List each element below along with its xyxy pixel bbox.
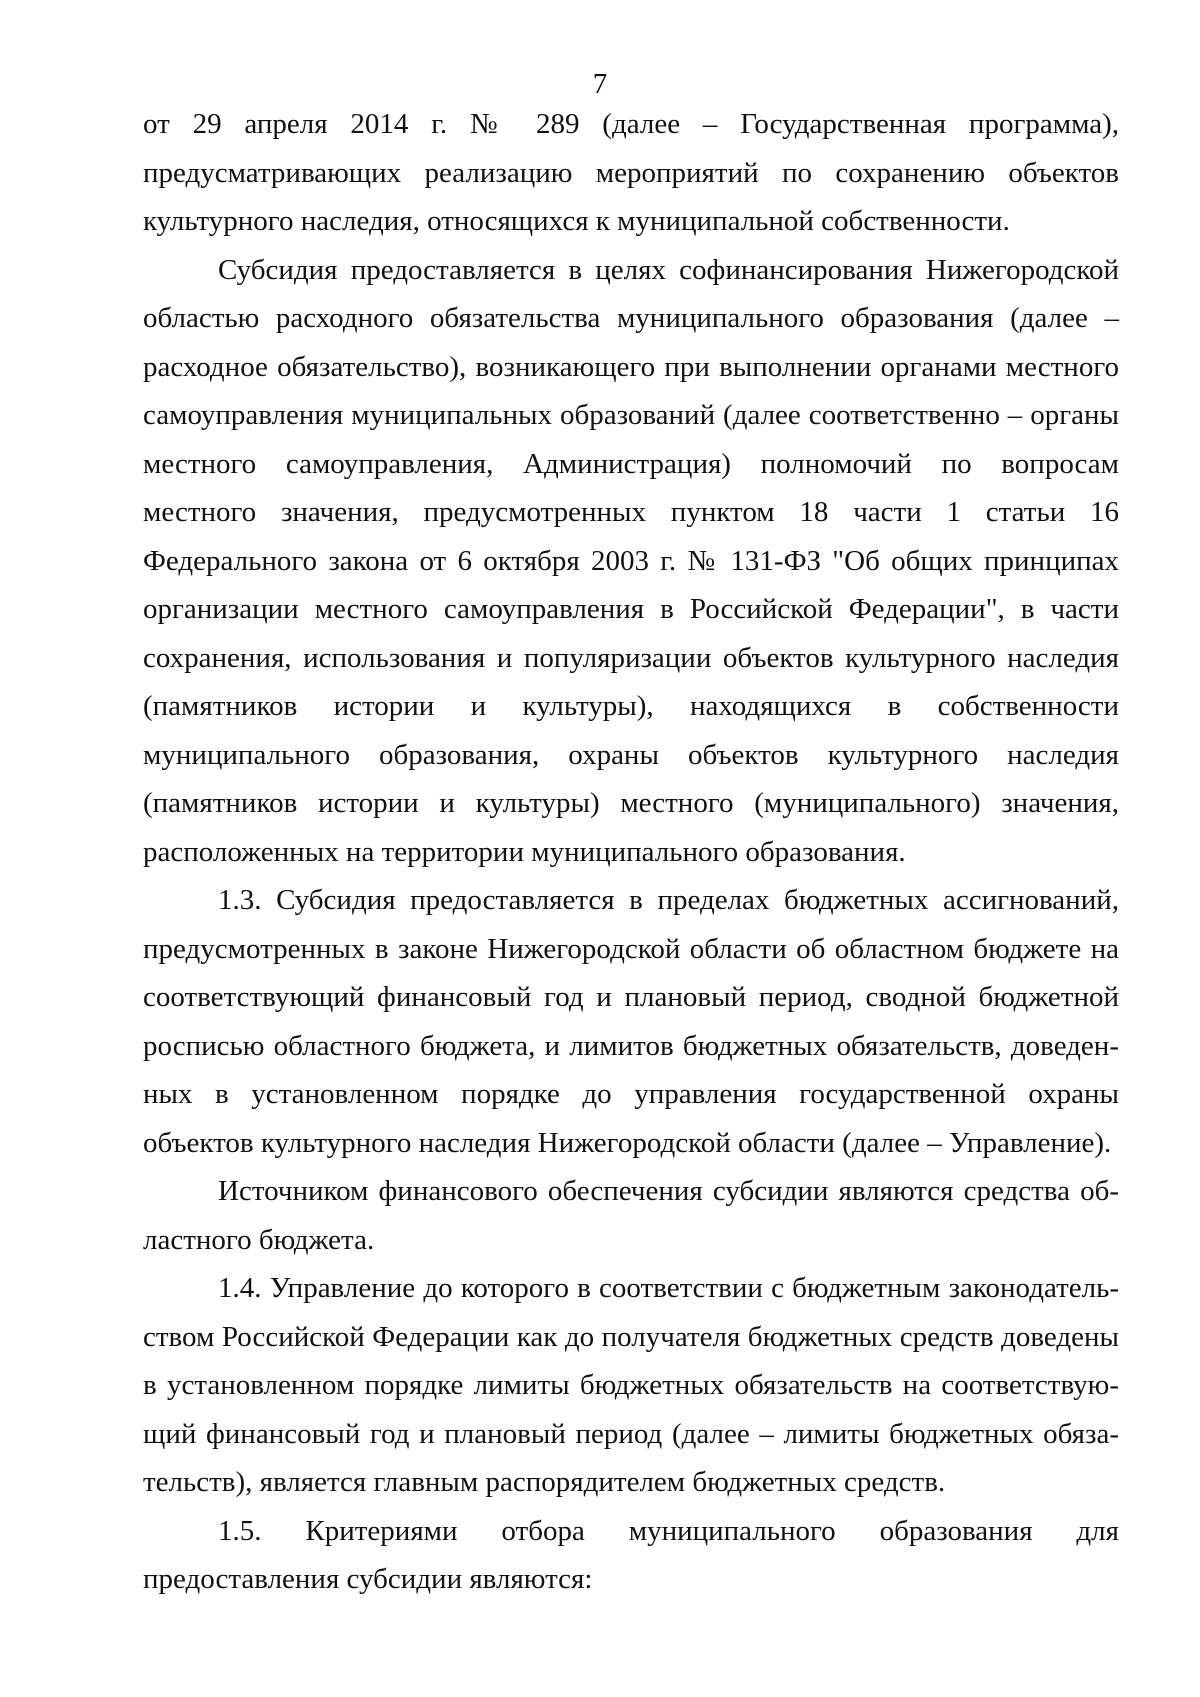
paragraph-1-3: 1.3. Субсидия предоставляется в пределах бюджетных ассигнований, предусмотренных в законе Нижегородской области об областном бюджете на соответствующий финансовый год и плановый период, сводной бюджетной росписью областного бюджета, и лимитов бюджетных обязательств, доведенных в установленном порядке до управления государственной охраны объектов культурного наследия Нижегородской области (далее – Управление). [143, 884, 1119, 1159]
paragraph-subsidy-purpose: Субсидия предоставляется в целях софинансирования Нижегородской областью расходного обязательства муниципального образования (далее – расходное обязательство), возникающего при выполнении органами местного самоуправления муниципальных образований (далее соответственно – органы местного самоуправления, Администрация) полномочий по вопросам местного значения, предусмотренных пунктом 18 части 1 статьи 16 Федерального закона от 6 октября 2003 г. № 131-ФЗ "Об общих принципах организации местного самоуправления в Российской Федерации", в части сохранения, использования и популяризации объектов культурного наследия (памятников истории и культуры), находящихся в собственности муниципального образования, охраны объектов культурного наследия (памятников истории и культуры) местного (муниципального) значения, расположенных на территории муниципального образования. [143, 253, 1119, 868]
paragraph-continuation: от 29 апреля 2014 г. № 289 (далее – Государственная программа), предусматривающих реализацию мероприятий по сохранению объектов культурного наследия, относящихся к муниципальной собственности. [143, 108, 1119, 237]
document-body [143, 100, 1119, 1604]
paragraph-1-5: 1.5. Критериями отбора муниципального образования для предоставления субсидии являются: [143, 1514, 1119, 1595]
paragraph-funding-source: Источником финансового обеспечения субсидии являются средства областного бюджета. [143, 1175, 1119, 1256]
paragraph-1-4: 1.4. Управление до которого в соответствии с бюджетным законодательством Российской Федерации как до получателя бюджетных средств доведены в установленном порядке лимиты бюджетных обязательств на соответствующий финансовый год и плановый период (далее – лимиты бюджетных обязательств), является главным распорядителем бюджетных средств. [143, 1272, 1119, 1498]
page-number: 7 [592, 68, 608, 100]
